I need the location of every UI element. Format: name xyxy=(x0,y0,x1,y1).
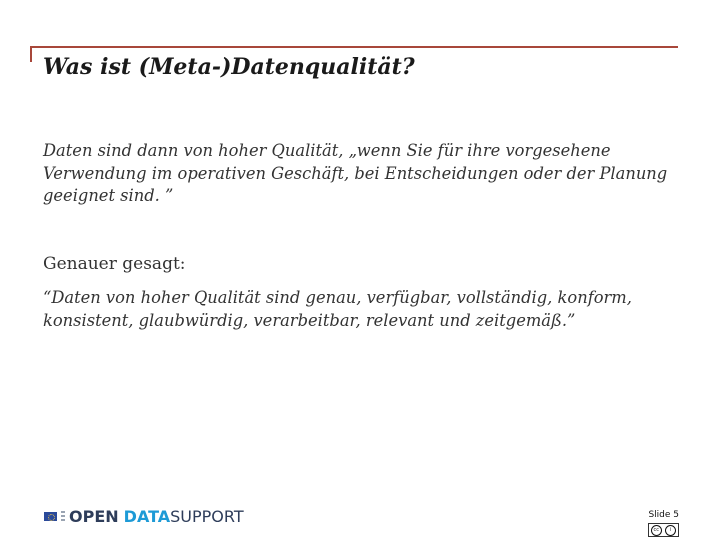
logo-support-text: SUPPORT xyxy=(170,506,244,526)
logo-bars-icon xyxy=(61,510,65,522)
quality-criteria-paragraph: “Daten von hoher Qualität sind genau, verfügbar, vollständig, konform, konsistent, glaubwürdig, verarbeitbar, relevant und zeitgemäß.” xyxy=(43,288,632,330)
open-data-support-logo xyxy=(44,506,244,526)
definition-paragraph: Daten sind dann von hoher Qualität, „wenn Sie für ihre vorgesehene Verwendung im operativen Geschäft, bei Entscheidungen oder der Planung geeignet sind. ” xyxy=(43,141,668,205)
slide-number: Slide 5 xyxy=(648,510,679,520)
eu-flag-icon xyxy=(44,512,57,521)
title-rule-corner xyxy=(30,46,32,62)
cc-by-icon xyxy=(648,523,679,537)
title-rule xyxy=(30,46,678,48)
cc-icon: cc xyxy=(651,525,662,536)
logo-data-text: DATA xyxy=(123,506,171,526)
logo-open-text: OPEN xyxy=(69,506,119,526)
attribution-icon: i xyxy=(665,525,676,536)
more-precisely-heading: Genauer gesagt: xyxy=(43,254,186,274)
slide-title: Was ist (Meta-)Datenqualität? xyxy=(43,54,415,80)
